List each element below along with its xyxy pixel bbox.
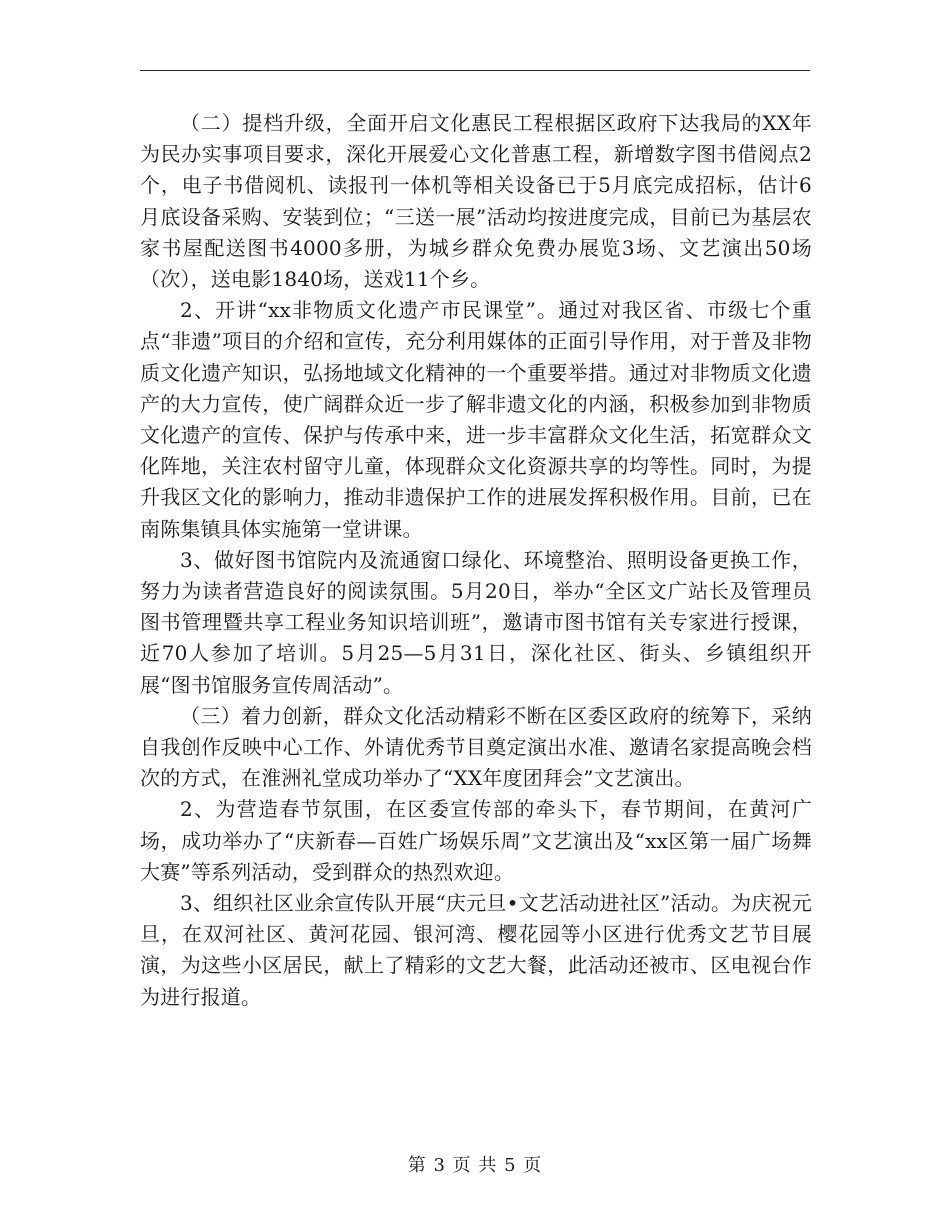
paragraph-4: （三）着力创新，群众文化活动精彩不断在区委区政府的统筹下，采纳自我创作反映中心工作、外请优秀节目奠定演出水准、邀请名家提高晚会档次的方式，在淮洲礼堂成功举办了“XX年度团拜会”文艺演出。	[140, 703, 812, 791]
page-number: 第 3 页 共 5 页	[407, 1155, 543, 1176]
paragraph-2: 2、开讲“xx非物质文化遗产市民课堂”。通过对我区省、市级七个重点“非遗”项目的介绍和宣传，充分利用媒体的正面引导作用，对于普及非物质文化遗产知识，弘扬地域文化精神的一个重要举措。通过对非物质文化遗产的大力宣传，使广阔群众近一步了解非遗文化的内涵，积极参加到非物质文化遗产的宣传、保护与传承中来，进一步丰富群众文化生活，拓宽群众文化阵地，关注农村留守儿童，体现群众文化资源共享的均等性。同时，为提升我区文化的影响力，推动非遗保护工作的进展发挥积极作用。目前，已在南陈集镇具体实施第一堂讲课。	[140, 298, 812, 541]
paragraph-6: 3、组织社区业余宣传队开展“庆元旦•文艺活动进社区”活动。为庆祝元旦，在双河社区、黄河花园、银河湾、樱花园等小区进行优秀文艺节目展演，为这些小区居民，献上了精彩的文艺大餐，此活动还被市、区电视台作为进行报道。	[140, 891, 812, 1009]
paragraph-1: （二）提档升级，全面开启文化惠民工程根据区政府下达我局的XX年为民办实事项目要求，深化开展爱心文化普惠工程，新增数字图书借阅点2个，电子书借阅机、读报刊一体机等相关设备已于5月底完成招标，估计6月底设备采购、安装到位；“三送一展”活动均按进度完成，目前已为基层农家书屋配送图书4000多册，为城乡群众免费办展览3场、文艺演出50场（次），送电影1840场，送戏11个乡。	[140, 111, 812, 292]
header-rule	[140, 70, 810, 71]
paragraph-3: 3、做好图书馆院内及流通窗口绿化、环境整治、照明设备更换工作，努力为读者营造良好的阅读氛围。5月20日，举办“全区文广站长及管理员图书管理暨共享工程业务知识培训班”，邀请市图书馆有关专家进行授课，近70人参加了培训。5月25—5月31日，深化社区、街头、乡镇组织开展“图书馆服务宣传周活动”。	[140, 547, 812, 697]
document-body	[140, 108, 812, 1013]
paragraph-5: 2、为营造春节氛围，在区委宣传部的牵头下，春节期间，在黄河广场，成功举办了“庆新春—百姓广场娱乐周”文艺演出及“xx区第一届广场舞大赛”等系列活动，受到群众的热烈欢迎。	[140, 797, 812, 884]
